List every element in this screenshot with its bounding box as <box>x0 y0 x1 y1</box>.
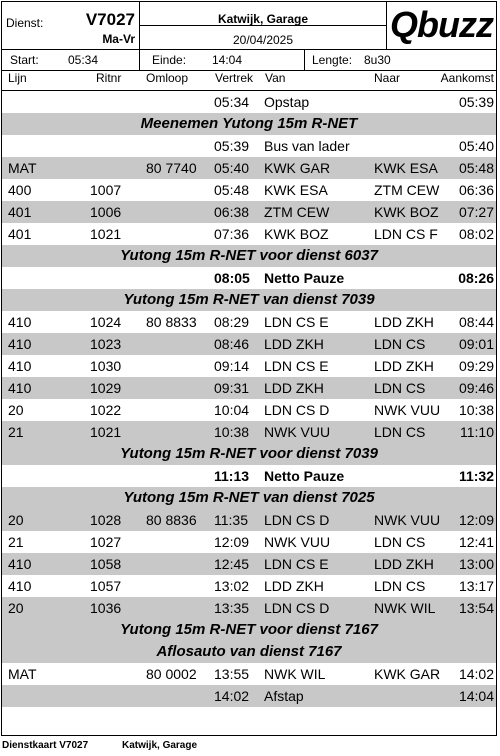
cell-aankomst: 06:36 <box>458 182 494 198</box>
cell-vertrek: 10:38 <box>214 424 250 440</box>
cell-ritnr: 1006 <box>90 204 122 220</box>
cell-aankomst: 10:38 <box>458 402 494 418</box>
table-row <box>2 311 496 333</box>
duty-id-cell <box>2 2 140 49</box>
cell-aankomst: 09:01 <box>458 336 494 352</box>
table-row <box>2 685 496 707</box>
cell-van: NWK VUU <box>264 424 331 440</box>
cell-lijn: 410 <box>8 314 32 330</box>
duty-date: 20/04/2025 <box>232 33 294 47</box>
cell-vertrek: 07:36 <box>214 226 250 242</box>
col-aankomst: Aankomst <box>440 71 494 85</box>
cell-ritnr: 1036 <box>90 600 122 616</box>
table-row <box>2 157 496 179</box>
end-label: Einde: <box>152 53 187 67</box>
cell-van: LDD ZKH <box>264 336 324 352</box>
cell-van: NWK VUU <box>264 534 331 550</box>
cell-aankomst: 05:48 <box>458 160 494 176</box>
section-title-text: Aflosauto van dienst 7167 <box>156 643 342 660</box>
section-title <box>2 641 496 663</box>
cell-vertrek: 12:45 <box>214 556 250 572</box>
section-title <box>2 289 496 311</box>
cell-naar: LDN CS F <box>374 226 438 242</box>
cell-lijn: 401 <box>8 204 32 220</box>
cell-van: NWK WIL <box>264 666 326 682</box>
section-title <box>2 443 496 465</box>
cell-van: Afstap <box>264 688 304 704</box>
cell-naar: LDD ZKH <box>374 314 434 330</box>
garage-location: Katwijk, Garage <box>217 12 309 26</box>
cell-van: KWK GAR <box>264 160 331 176</box>
cell-van: KWK ESA <box>264 182 328 198</box>
cell-lijn: MAT <box>8 160 37 176</box>
table-row <box>2 135 496 157</box>
cell-aankomst: 12:09 <box>458 512 494 528</box>
cell-omloop: 80 8833 <box>146 314 197 330</box>
cell-lijn: 410 <box>8 380 32 396</box>
cell-aankomst: 14:02 <box>458 666 494 682</box>
cell-naar: ZTM CEW <box>374 182 440 198</box>
cell-vertrek: 09:14 <box>214 358 250 374</box>
cell-vertrek: 05:40 <box>214 160 250 176</box>
pause-vertrek: 11:13 <box>214 468 250 484</box>
cell-vertrek: 13:55 <box>214 666 250 682</box>
cell-vertrek: 05:34 <box>214 94 250 110</box>
duty-card <box>1 1 497 736</box>
cell-ritnr: 1057 <box>90 578 122 594</box>
cell-vertrek: 05:39 <box>214 138 250 154</box>
table-row <box>2 399 496 421</box>
cell-naar: NWK VUU <box>374 402 441 418</box>
cell-omloop: 80 7740 <box>146 160 197 176</box>
table-row <box>2 509 496 531</box>
column-headers <box>2 71 496 91</box>
table-row <box>2 355 496 377</box>
cell-vertrek: 08:29 <box>214 314 250 330</box>
cell-naar: LDN CS <box>374 578 426 594</box>
footer-card-id: Dienstkaart V7027 <box>2 740 89 751</box>
qbuzz-logo: Qbuzz <box>390 4 493 45</box>
cell-van: LDN CS E <box>264 358 329 374</box>
cell-ritnr: 1021 <box>90 226 122 242</box>
cell-van: ZTM CEW <box>264 204 330 220</box>
table-row <box>2 531 496 553</box>
cell-aankomst: 12:41 <box>458 534 494 550</box>
logo-cell <box>387 2 496 49</box>
section-title <box>2 487 496 509</box>
cell-van: LDN CS D <box>264 512 330 528</box>
cell-omloop: 80 0002 <box>146 666 197 682</box>
col-ritnr: Ritnr <box>96 71 122 85</box>
length-value: 8u30 <box>364 53 391 67</box>
cell-ritnr: 1023 <box>90 336 122 352</box>
cell-naar: KWK ESA <box>374 160 438 176</box>
cell-lijn: 21 <box>8 424 24 440</box>
cell-vertrek: 14:02 <box>214 688 250 704</box>
cell-aankomst: 13:17 <box>458 578 494 594</box>
cell-lijn: 21 <box>8 534 24 550</box>
pause-van: Netto Pauze <box>264 270 345 286</box>
cell-aankomst: 09:29 <box>458 358 494 374</box>
cell-vertrek: 10:04 <box>214 402 250 418</box>
cell-lijn: 20 <box>8 600 24 616</box>
cell-lijn: MAT <box>8 666 37 682</box>
cell-aankomst: 09:46 <box>458 380 494 396</box>
cell-lijn: 20 <box>8 402 24 418</box>
section-title-text: Yutong 15m R-NET van dienst 7039 <box>123 291 375 308</box>
section-title-text: Meenemen Yutong 15m R-NET <box>140 115 358 132</box>
duty-label: Dienst: <box>6 16 44 30</box>
cell-van: Opstap <box>264 94 310 110</box>
table-row <box>2 663 496 685</box>
table-row <box>2 575 496 597</box>
start-value: 05:34 <box>68 53 99 67</box>
cell-van: Bus van lader <box>264 138 350 154</box>
section-title-text: Yutong 15m R-NET van dienst 7025 <box>123 489 375 506</box>
cell-vertrek: 12:09 <box>214 534 250 550</box>
cell-van: LDN CS E <box>264 314 329 330</box>
table-row <box>2 223 496 245</box>
cell-naar: LDN CS <box>374 534 426 550</box>
cell-aankomst: 07:27 <box>458 204 494 220</box>
cell-vertrek: 13:35 <box>214 600 250 616</box>
cell-lijn: 410 <box>8 336 32 352</box>
table-row <box>2 201 496 223</box>
cell-aankomst: 08:44 <box>458 314 494 330</box>
cell-naar: LDD ZKH <box>374 358 434 374</box>
cell-lijn: 410 <box>8 358 32 374</box>
table-row <box>2 91 496 113</box>
cell-aankomst: 14:04 <box>458 688 494 704</box>
pause-row <box>2 465 496 487</box>
section-title <box>2 619 496 641</box>
cell-naar: LDN CS <box>374 424 426 440</box>
cell-lijn: 410 <box>8 556 32 572</box>
cell-omloop: 80 8836 <box>146 512 197 528</box>
pause-row <box>2 267 496 289</box>
location-date-cell <box>140 2 387 49</box>
table-row <box>2 597 496 619</box>
col-lijn: Lijn <box>8 71 27 85</box>
cell-vertrek: 13:02 <box>214 578 250 594</box>
cell-ritnr: 1024 <box>90 314 122 330</box>
section-title <box>2 245 496 267</box>
col-vertrek: Vertrek <box>215 71 254 85</box>
cell-vertrek: 06:38 <box>214 204 250 220</box>
section-title-text: Yutong 15m R-NET voor dienst 6037 <box>120 247 378 264</box>
card-header <box>2 2 496 50</box>
cell-naar: LDN CS <box>374 336 426 352</box>
cell-aankomst: 11:10 <box>460 424 494 440</box>
table-row <box>2 421 496 443</box>
divider <box>304 50 305 70</box>
section-title-text: Yutong 15m R-NET voor dienst 7167 <box>120 621 378 638</box>
table-row <box>2 179 496 201</box>
cell-aankomst: 13:00 <box>458 556 494 572</box>
cell-lijn: 20 <box>8 512 24 528</box>
cell-ritnr: 1007 <box>90 182 122 198</box>
cell-van: LDN CS D <box>264 402 330 418</box>
cell-ritnr: 1028 <box>90 512 122 528</box>
section-title <box>2 113 496 135</box>
divider <box>139 50 140 70</box>
section-title-text: Yutong 15m R-NET voor dienst 7039 <box>120 445 378 462</box>
cell-aankomst: 08:02 <box>458 226 494 242</box>
trip-table <box>2 91 496 707</box>
cell-vertrek: 05:48 <box>214 182 250 198</box>
cell-ritnr: 1021 <box>90 424 122 440</box>
cell-van: LDN CS E <box>264 556 329 572</box>
cell-ritnr: 1058 <box>90 556 122 572</box>
cell-van: LDD ZKH <box>264 578 324 594</box>
cell-lijn: 400 <box>8 182 32 198</box>
col-omloop: Omloop <box>146 71 189 85</box>
pause-van: Netto Pauze <box>264 468 345 484</box>
cell-naar: KWK GAR <box>374 666 441 682</box>
cell-vertrek: 08:46 <box>214 336 250 352</box>
cell-van: LDD ZKH <box>264 380 324 396</box>
cell-vertrek: 11:35 <box>214 512 248 528</box>
length-label: Lengte: <box>312 53 353 67</box>
cell-lijn: 401 <box>8 226 32 242</box>
table-row <box>2 333 496 355</box>
footer-location: Katwijk, Garage <box>122 740 198 751</box>
cell-naar: NWK VUU <box>374 512 441 528</box>
duty-days: Ma-Vr <box>102 32 135 46</box>
pause-vertrek: 08:05 <box>214 270 250 286</box>
cell-lijn: 410 <box>8 578 32 594</box>
cell-vertrek: 09:31 <box>214 380 250 396</box>
pause-aankomst: 11:32 <box>458 468 494 484</box>
cell-naar: NWK WIL <box>374 600 436 616</box>
cell-ritnr: 1022 <box>90 402 122 418</box>
cell-aankomst: 05:39 <box>458 94 494 110</box>
pause-aankomst: 08:26 <box>458 270 494 286</box>
col-van: Van <box>265 71 286 85</box>
info-row <box>2 50 496 71</box>
cell-ritnr: 1027 <box>90 534 122 550</box>
table-row <box>2 377 496 399</box>
cell-naar: LDN CS <box>374 380 426 396</box>
end-value: 14:04 <box>212 53 243 67</box>
cell-naar: KWK BOZ <box>374 204 439 220</box>
cell-van: KWK BOZ <box>264 226 329 242</box>
duty-number: V7027 <box>85 10 135 29</box>
cell-aankomst: 13:54 <box>458 600 494 616</box>
cell-ritnr: 1029 <box>90 380 122 396</box>
divider <box>140 25 386 26</box>
cell-ritnr: 1030 <box>90 358 122 374</box>
table-row <box>2 553 496 575</box>
cell-van: LDN CS D <box>264 600 330 616</box>
cell-aankomst: 05:40 <box>458 138 494 154</box>
start-label: Start: <box>10 53 39 67</box>
cell-naar: LDD ZKH <box>374 556 434 572</box>
col-naar: Naar <box>374 71 401 85</box>
